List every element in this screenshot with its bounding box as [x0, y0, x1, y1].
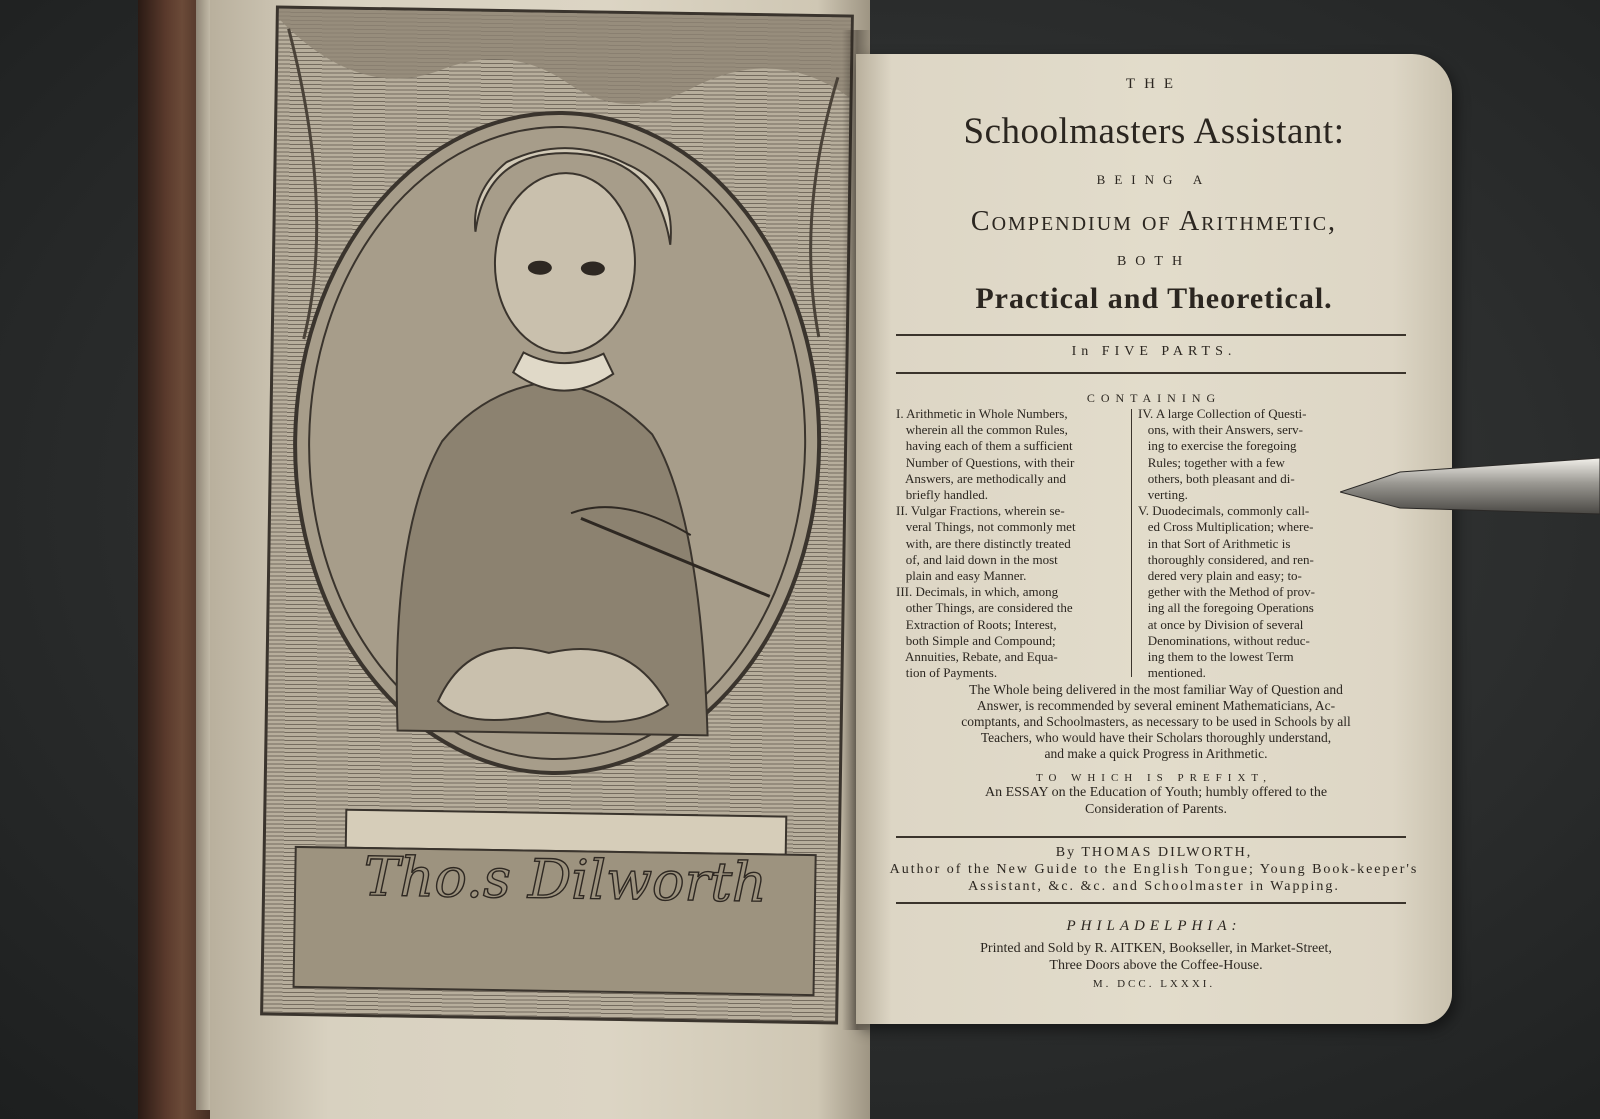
contents-left-column: I. Arithmetic in Whole Numbers, wherein all the common Rules, having each of them a sufficient Number of Questions, with their Answers, are methodically and briefly handled. II. Vulgar Fractions, wherein se- veral Things, not commonly met with, are there distinctly treated of, and laid down in the most plain and easy Manner. III. Decimals, in which, among other Things, are considered the Extraction of Roots; Interest, both Simple and Compound; Annuities, Rebate, and Equa- tion of Payments. — [896, 406, 1076, 681]
engraving-art — [263, 9, 851, 1022]
frontispiece-engraving — [260, 6, 854, 1025]
essay-line: An ESSAY on the Education of Youth; humbly offered to the Consideration of Parents. — [984, 785, 1328, 817]
curtain-drape — [278, 9, 851, 108]
in-five-parts: In FIVE PARTS. — [1071, 344, 1237, 359]
metal-pointer — [1340, 452, 1600, 532]
imprint-city: PHILADELPHIA: — [1066, 918, 1242, 934]
imprint-printer: Printed and Sold by R. AITKEN, Bookseller, in Market-Street, Three Doors above the Coffee-House. — [980, 941, 1332, 973]
figure-face — [494, 172, 637, 354]
curtain-fold-right — [809, 77, 838, 337]
contents-right-column: IV. A large Collection of Questi- ons, with their Answers, serv- ing to exercise the foregoing Rules; together with a few others, both pleasant and di- verting. V. Duodecimals, commonly call- ed Cross Multiplication; where- in that Sort of Arithmetic is thoroughly considered, and ren- dered very plain and easy; to- gether with the Method of prov- ing all the foregoing Operations at once by Division of several Denominations, without reduc- ing them to the lowest Term mentioned. — [1138, 406, 1315, 681]
column-divider — [1131, 409, 1132, 677]
subtitle-being-a: BEING A — [1096, 172, 1212, 187]
title-the: THE — [1125, 76, 1183, 92]
to-which-prefixt: TO WHICH IS PREFIXT, — [1035, 772, 1273, 784]
rule-2 — [896, 372, 1406, 374]
imprint-date: M. DCC. LXXXI. — [1092, 978, 1216, 990]
subtitle-both: BOTH — [1116, 254, 1192, 269]
pointer-blade — [1340, 458, 1600, 514]
containing-heading: CONTAINING — [1086, 391, 1222, 405]
rule-1 — [896, 334, 1406, 336]
title-page — [856, 54, 1452, 1024]
author-credit: By THOMAS DILWORTH, Author of the New Guide to the English Tongue; Young Book-keeper's Assistant, &c. &c. and Schoolmaster in Wapping. — [889, 845, 1419, 894]
signature-text: Tho.s Dilworth — [363, 845, 768, 915]
curtain-fold-left — [284, 29, 320, 339]
rule-4 — [896, 902, 1406, 904]
subtitle-practical: Practical and Theoretical. — [975, 282, 1333, 315]
main-title: Schoolmasters Assistant: — [963, 111, 1345, 152]
subtitle-compendium: Compendium of Arithmetic, — [970, 206, 1338, 237]
whole-being-paragraph: The Whole being delivered in the most familiar Way of Question and Answer, is recommended by several eminent Mathematicians, Ac- comptants, and Schoolmasters, as necessary to be used in Schools by all Teachers, who would have their Scholars thoroughly understand, and make a quick Progress in Arithmetic. — [961, 682, 1351, 761]
rule-3 — [896, 836, 1406, 838]
